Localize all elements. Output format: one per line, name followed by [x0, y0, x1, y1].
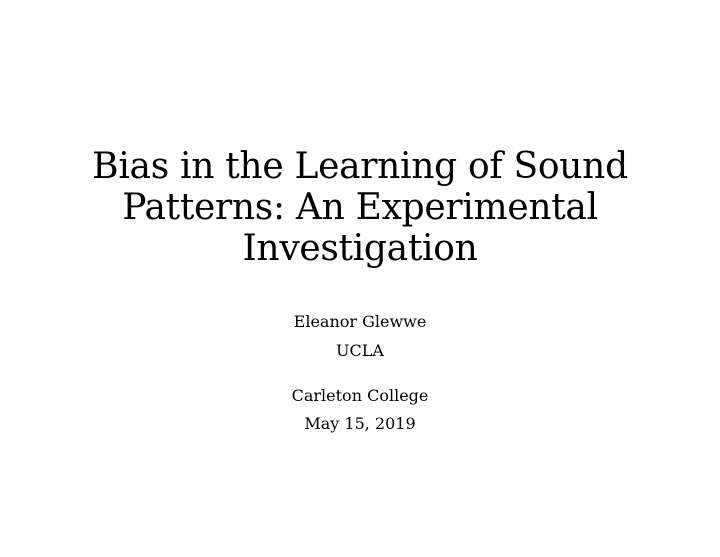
slide-title	[60, 146, 660, 269]
title-line: Patterns: An Experimental	[122, 187, 598, 228]
title-line: Investigation	[242, 228, 478, 269]
author-name: Eleanor Glewwe	[293, 312, 427, 331]
presentation-date: May 15, 2019	[304, 414, 416, 433]
title-line: Bias in the Learning of Sound	[92, 146, 628, 187]
presentation-venue: Carleton College	[291, 386, 429, 405]
author-affiliation: UCLA	[336, 341, 384, 360]
